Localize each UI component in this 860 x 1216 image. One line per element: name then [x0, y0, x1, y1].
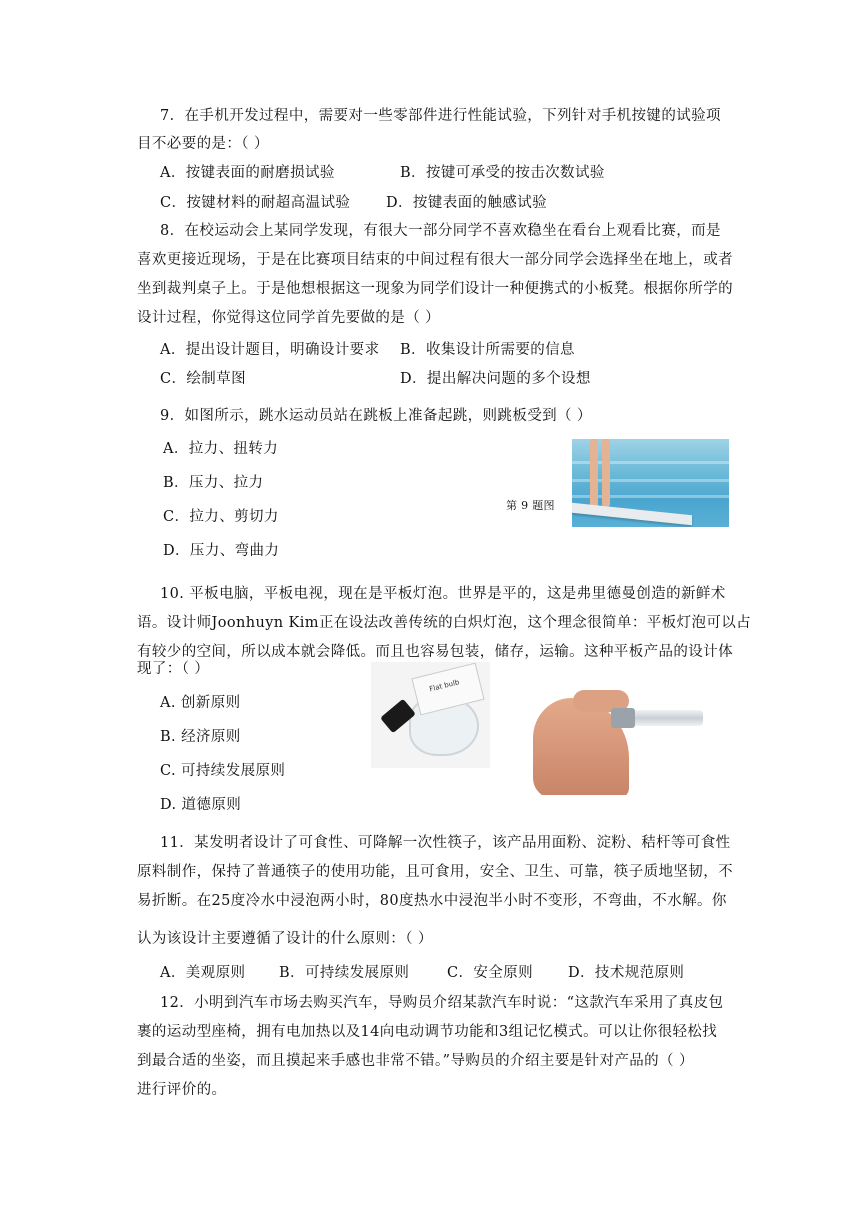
q8-stem-line-1: 8．在校运动会上某同学发现，有很大一部分同学不喜欢稳坐在看台上观看比赛，而是 [160, 223, 721, 239]
q9-stem: 9．如图所示，跳水运动员站在跳板上准备起跳，则跳板受到（ ） [160, 408, 592, 424]
q11-option-a: A．美观原则 [160, 965, 246, 981]
q9-option-a: A．拉力、扭转力 [163, 441, 279, 457]
q12-stem-line-3: 到最合适的坐姿，而且摸起来手感也非常不错。”导购员的介绍主要是针对产品的（ ） [137, 1053, 694, 1069]
q11-stem-line-1: 11．某发明者设计了可食性、可降解一次性筷子，该产品用面粉、淀粉、秸杆等可食性 [160, 835, 731, 851]
q7-option-c: C．按键材料的耐超高温试验 [160, 195, 351, 211]
q11-option-b: B．可持续发展原则 [279, 965, 410, 981]
q12-stem-line-2: 裹的运动型座椅，拥有电加热以及14向电动调节功能和3组记忆模式。可以让你很轻松找 [137, 1024, 718, 1040]
q11-option-d: D．技术规范原则 [568, 965, 685, 981]
q8-stem-line-2: 喜欢更接近现场，于是在比赛项目结束的中间过程有很大一部分同学会选择坐在地上，或者 [137, 252, 733, 268]
q10-option-b: B. 经济原则 [160, 729, 241, 745]
q10-stem-line-4: 现了：（ ） [137, 661, 210, 677]
q7-option-a: A．按键表面的耐磨损试验 [160, 165, 335, 181]
q7-stem-line-2: 目不必要的是：（ ） [137, 136, 269, 152]
q8-stem-line-3: 坐到裁判桌子上。于是他想根据这一现象为同学们设计一种便携式的小板凳。根据你所学的 [137, 281, 733, 297]
q10-stem-line-1: 10. 平板电脑，平板电视，现在是平板灯泡。世界是平的，这是弗里德曼创造的新鲜术 [160, 586, 726, 602]
flat-bulb-tag-text: Flat bulb [428, 678, 461, 694]
diving-board-photo [572, 439, 729, 527]
q12-stem-line-4: 进行评价的。 [137, 1082, 227, 1098]
q10-stem-line-2: 语。设计师Joonhuyn Kim正在设法改善传统的白炽灯泡，这个理念很简单：平板灯泡可以占 [137, 615, 752, 631]
q8-option-a: A．提出设计题目，明确设计要求 [160, 342, 380, 358]
q10-option-a: A. 创新原则 [160, 695, 241, 711]
q7-option-d: D．按键表面的触感试验 [386, 195, 548, 211]
q9-figure-caption: 第 9 题图 [506, 499, 555, 512]
q9-option-b: B．压力、拉力 [163, 475, 264, 491]
q12-stem-line-1: 12．小明到汽车市场去购买汽车，导购员介绍某款汽车时说：“这款汽车采用了真皮包 [160, 995, 724, 1011]
q11-stem-line-4: 认为该设计主要遵循了设计的什么原则：（ ） [137, 931, 433, 947]
q9-option-c: C．拉力、剪切力 [163, 509, 279, 525]
q11-stem-line-2: 原料制作，保持了普通筷子的使用功能，且可食用，安全、卫生、可靠，筷子质地坚韧，不 [137, 864, 733, 880]
q11-option-c: C．安全原则 [447, 965, 533, 981]
flat-bulb-package-photo [371, 662, 490, 768]
flat-bulb-hand-photo [533, 690, 707, 795]
q10-option-c: C. 可持续发展原则 [160, 763, 286, 779]
q8-option-c: C．绘制草图 [160, 371, 246, 387]
q10-option-d: D. 道德原则 [160, 797, 242, 813]
q8-stem-line-4: 设计过程，你觉得这位同学首先要做的是（ ） [137, 310, 441, 326]
q7-option-b: B．按键可承受的按击次数试验 [400, 165, 605, 181]
q8-option-d: D．提出解决问题的多个设想 [400, 371, 591, 387]
q11-stem-line-3: 易折断。在25度冷水中浸泡两小时，80度热水中浸泡半小时不变形，不弯曲，不水解。你 [137, 893, 727, 909]
q9-option-d: D．压力、弯曲力 [163, 543, 280, 559]
q10-stem-line-3: 有较少的空间，所以成本就会降低。而且也容易包装，储存，运输。这种平板产品的设计体 [137, 644, 733, 660]
q8-option-b: B．收集设计所需要的信息 [400, 342, 575, 358]
q7-stem-line-1: 7．在手机开发过程中，需要对一些零部件进行性能试验，下列针对手机按键的试验项 [160, 108, 721, 124]
